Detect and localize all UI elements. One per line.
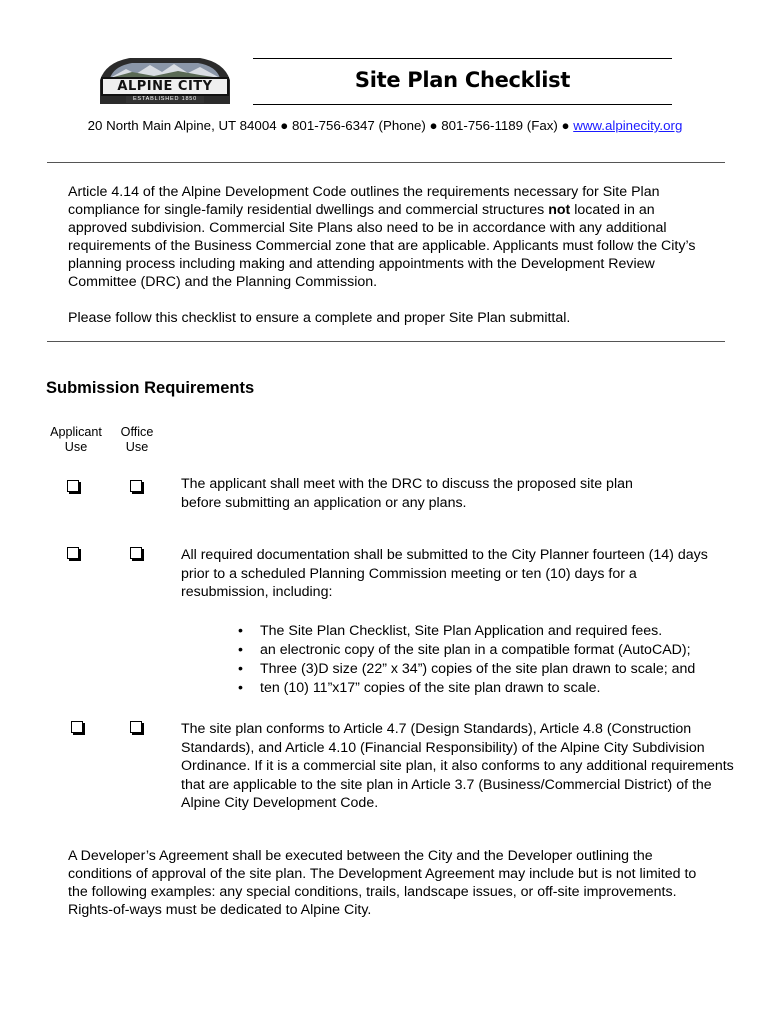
- title-rule-top: [253, 58, 672, 59]
- contact-line: [0, 118, 770, 133]
- requirement-1-text: The applicant shall meet with the DRC to discuss the proposed site plan before submitting an application or any plans.: [181, 476, 633, 511]
- section-heading: Submission Requirements: [46, 379, 255, 397]
- alpine-city-logo: [96, 52, 234, 110]
- intro-text-part1: Article 4.14 of the Alpine Development Code outlines the requirements necessary for Site Plan compliance for single-family residential dwellings and commercial structures: [68, 184, 660, 218]
- intro-follow-text: Please follow this checklist to ensure a complete and proper Site Plan submittal.: [68, 310, 571, 326]
- intro-emphasis: not: [548, 202, 571, 218]
- applicant-checkbox-1[interactable]: [67, 480, 79, 492]
- intro-divider: [47, 341, 725, 342]
- requirement-2-text: All required documentation shall be submitted to the City Planner fourteen (14) days prior to a scheduled Planning Commission meeting or ten (10) days for a resubmission, including:: [181, 547, 708, 600]
- intro-paragraph: [68, 183, 713, 291]
- applicant-checkbox-3[interactable]: [71, 721, 83, 733]
- applicant-use-header: Applicant Use: [50, 425, 102, 454]
- title-rule-bottom: [253, 104, 672, 105]
- developer-agreement-paragraph: A Developer’s Agreement shall be executed between the City and the Developer outlining the conditions of approval of the site plan. The Development Agreement may include but is not limited to the following examples: any special conditions, trails, landscape issues, or off-site improvements. Rights-of-ways must be dedicated to Alpine City.: [68, 848, 697, 918]
- logo-name: ALPINE CITY: [117, 79, 213, 94]
- list-item: • The Site Plan Checklist, Site Plan Application and required fees.: [236, 622, 736, 641]
- list-item: • ten (10) 11”x17” copies of the site plan drawn to scale.: [236, 679, 736, 698]
- logo-established: ESTABLISHED 1850: [132, 96, 198, 102]
- contact-address-phone: 20 North Main Alpine, UT 84004 ● 801-756-6347 (Phone) ● 801-756-1189 (Fax) ●: [87, 118, 574, 133]
- office-checkbox-3[interactable]: [130, 721, 142, 733]
- intro-text-part2: located in an approved subdivision. Commercial Site Plans also need to be in accordance with any additional requirements of the Business Commercial zone that are applicable. Applicants must follow the City’s planning process including making and attending appointments with the Development Review Committee (DRC) and the Planning Commission.: [68, 202, 696, 290]
- requirement-3-text: The site plan conforms to Article 4.7 (Design Standards), Article 4.8 (Construction Standards), and Article 4.10 (Financial Responsibility) of the Alpine City Subdivision Ordinance. If it is a commercial site plan, it also conforms to any additional requirements that are applicable to the site plan in Article 3.7 (Business/Commercial District) of the Alpine City Development Code.: [181, 721, 734, 811]
- website-link[interactable]: www.alpinecity.org: [573, 118, 683, 133]
- office-checkbox-1[interactable]: [130, 480, 142, 492]
- applicant-checkbox-2[interactable]: [67, 547, 79, 559]
- list-item: • Three (3)D size (22” x 34”) copies of the site plan drawn to scale; and: [236, 660, 736, 679]
- document-title: Site Plan Checklist: [354, 68, 571, 92]
- office-use-header: Office Use: [120, 425, 154, 454]
- header-divider: [47, 162, 725, 163]
- documentation-list: [236, 622, 736, 698]
- list-item: • an electronic copy of the site plan in a compatible format (AutoCAD);: [236, 641, 736, 660]
- office-checkbox-2[interactable]: [130, 547, 142, 559]
